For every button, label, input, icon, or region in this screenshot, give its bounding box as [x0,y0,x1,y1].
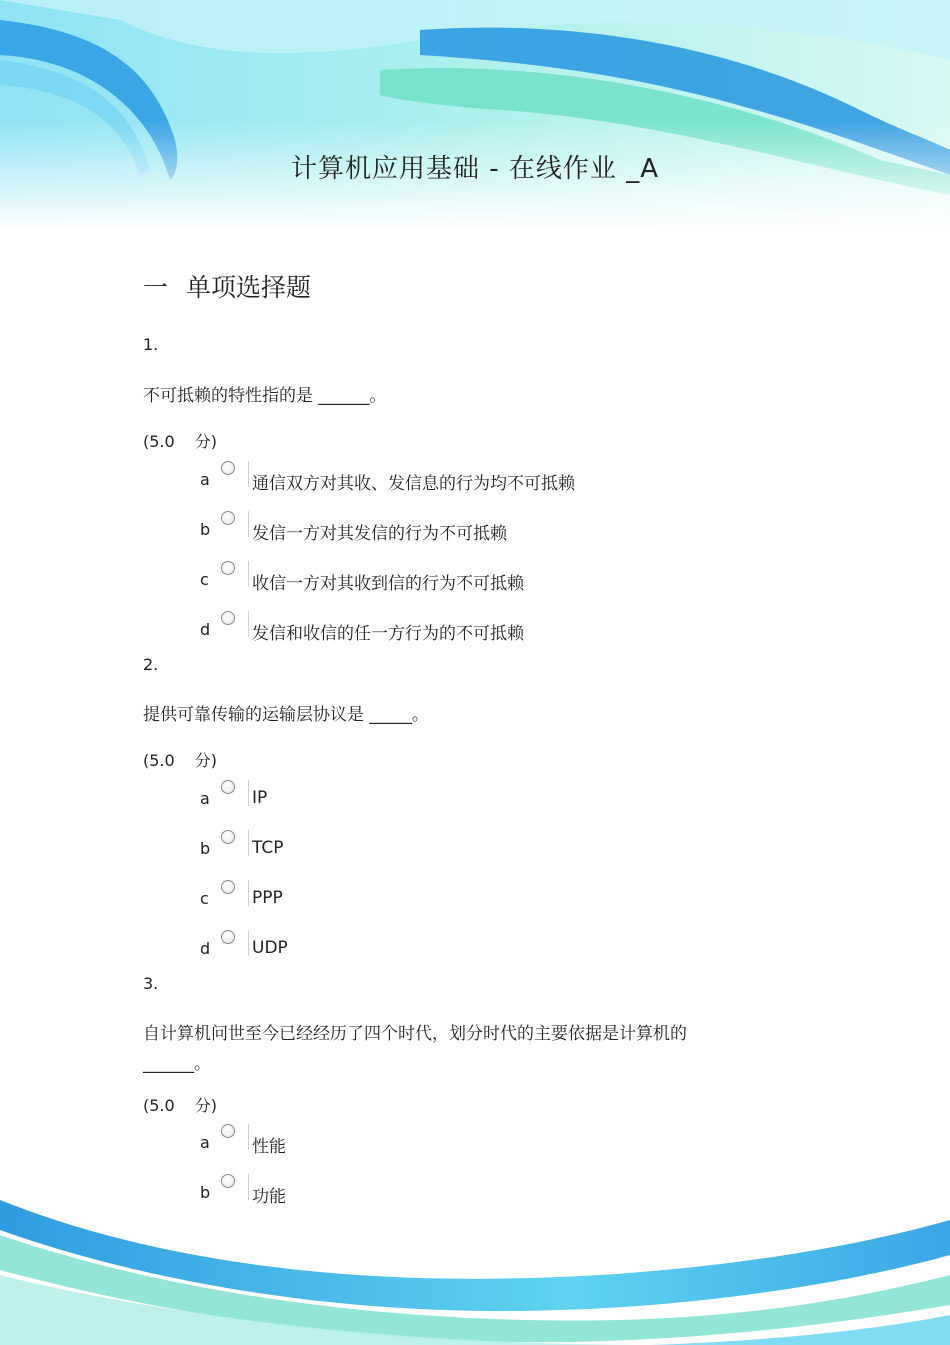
option-row[interactable] [200,930,288,960]
question-text-line1: 自计算机问世至今已经经历了四个时代，划分时代的主要依据是计算机的 [143,1024,687,1044]
option-text: UDP [252,938,288,958]
radio-button[interactable] [218,461,249,487]
question-number: 2. [143,655,159,674]
option-row[interactable] [200,1174,286,1207]
option-letter: a [200,1133,210,1152]
question-text-line2: ______。 [143,1054,211,1074]
question-score [143,748,217,771]
section-label: 单项选择题 [186,273,312,302]
option-row[interactable] [200,511,507,544]
option-letter: b [200,839,211,858]
section-number: 一 [143,273,169,302]
radio-circle-icon [221,1124,235,1138]
option-row[interactable] [200,880,283,910]
score-value: (5.0 [143,1096,175,1115]
option-letter: b [200,520,211,539]
section-heading [143,268,311,304]
option-letter: c [200,889,209,908]
option-text: 收信一方对其收到信的行为不可抵赖 [252,574,524,594]
score-value: (5.0 [143,432,175,451]
question-score [143,1093,217,1116]
radio-button[interactable] [218,561,249,587]
radio-button[interactable] [218,930,249,956]
question-score [143,429,217,452]
radio-circle-icon [221,461,235,475]
radio-circle-icon [221,880,235,894]
option-text: 功能 [252,1187,286,1207]
score-unit: 分) [194,432,217,451]
radio-button[interactable] [218,511,249,537]
option-letter: c [200,570,209,589]
radio-circle-icon [221,611,235,625]
option-letter: a [200,470,210,489]
radio-circle-icon [221,930,235,944]
score-unit: 分) [194,1096,217,1115]
score-value: (5.0 [143,751,175,770]
radio-circle-icon [221,511,235,525]
option-letter: d [200,939,211,958]
footer-wave-decoration [0,1180,950,1345]
radio-circle-icon [221,780,235,794]
option-row[interactable] [200,1124,286,1157]
option-row[interactable] [200,461,575,494]
question-text: 不可抵赖的特性指的是 ______。 [143,386,387,406]
radio-circle-icon [221,561,235,575]
option-text: IP [252,788,268,808]
option-row[interactable] [200,611,524,644]
option-text: TCP [252,838,284,858]
question-text: 提供可靠传输的运输层协议是 _____。 [143,705,429,725]
option-row[interactable] [200,830,284,860]
option-text: 发信和收信的任一方行为的不可抵赖 [252,624,524,644]
option-text: PPP [252,888,283,908]
radio-button[interactable] [218,1174,249,1200]
radio-button[interactable] [218,880,249,906]
radio-button[interactable] [218,780,249,806]
document-title: 计算机应用基础 - 在线作业 _A [291,154,659,184]
option-letter: d [200,620,211,639]
question-number: 3. [143,974,159,993]
radio-button[interactable] [218,830,249,856]
radio-button[interactable] [218,1124,249,1150]
option-letter: b [200,1183,211,1202]
radio-button[interactable] [218,611,249,637]
option-text: 发信一方对其发信的行为不可抵赖 [252,524,507,544]
score-unit: 分) [194,751,217,770]
radio-circle-icon [221,830,235,844]
radio-circle-icon [221,1174,235,1188]
option-text: 性能 [252,1137,286,1157]
header-wave-decoration [0,0,950,230]
option-row[interactable] [200,561,524,594]
question-number: 1. [143,335,159,354]
option-letter: a [200,789,210,808]
option-row[interactable] [200,780,267,810]
option-text: 通信双方对其收、发信息的行为均不可抵赖 [252,474,575,494]
